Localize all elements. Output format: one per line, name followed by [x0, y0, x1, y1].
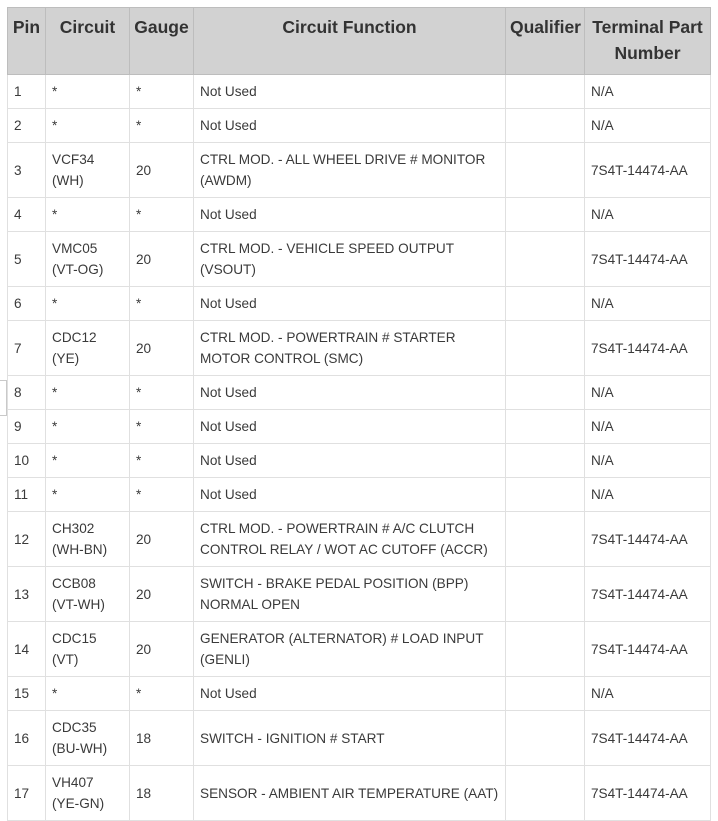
cell-circuit: *	[46, 198, 130, 232]
cell-pin: 17	[8, 766, 46, 821]
cell-gauge: *	[130, 478, 194, 512]
cell-terminal-part-number: N/A	[585, 75, 711, 109]
page-edge-tab	[0, 380, 7, 416]
cell-circuit: CCB08 (VT-WH)	[46, 567, 130, 622]
cell-circuit: *	[46, 287, 130, 321]
cell-gauge: *	[130, 75, 194, 109]
cell-gauge: 20	[130, 512, 194, 567]
cell-qualifier	[506, 321, 585, 376]
table-row	[8, 711, 711, 766]
header-circuit-function: Circuit Function	[194, 8, 506, 75]
cell-pin: 2	[8, 109, 46, 143]
cell-qualifier	[506, 766, 585, 821]
cell-circuit: CDC35 (BU-WH)	[46, 711, 130, 766]
cell-gauge: 20	[130, 321, 194, 376]
cell-gauge: *	[130, 287, 194, 321]
cell-qualifier	[506, 410, 585, 444]
table-row	[8, 677, 711, 711]
cell-gauge: 20	[130, 567, 194, 622]
cell-circuit-function: SWITCH - IGNITION # START	[194, 711, 506, 766]
cell-qualifier	[506, 198, 585, 232]
cell-circuit-function: Not Used	[194, 75, 506, 109]
cell-qualifier	[506, 232, 585, 287]
cell-gauge: 20	[130, 232, 194, 287]
table-row	[8, 376, 711, 410]
table-row	[8, 512, 711, 567]
cell-gauge: 18	[130, 766, 194, 821]
table-row	[8, 622, 711, 677]
table-row	[8, 567, 711, 622]
cell-circuit-function: SENSOR - AMBIENT AIR TEMPERATURE (AAT)	[194, 766, 506, 821]
cell-terminal-part-number: 7S4T-14474-AA	[585, 143, 711, 198]
cell-gauge: *	[130, 376, 194, 410]
cell-gauge: *	[130, 109, 194, 143]
cell-pin: 3	[8, 143, 46, 198]
cell-qualifier	[506, 622, 585, 677]
cell-circuit-function: Not Used	[194, 376, 506, 410]
cell-qualifier	[506, 109, 585, 143]
header-qualifier: Qualifier	[506, 8, 585, 75]
cell-terminal-part-number: 7S4T-14474-AA	[585, 321, 711, 376]
cell-circuit-function: SWITCH - BRAKE PEDAL POSITION (BPP) NORMAL OPEN	[194, 567, 506, 622]
cell-qualifier	[506, 287, 585, 321]
cell-pin: 4	[8, 198, 46, 232]
cell-pin: 13	[8, 567, 46, 622]
cell-terminal-part-number: N/A	[585, 287, 711, 321]
cell-pin: 6	[8, 287, 46, 321]
cell-circuit: VH407 (YE-GN)	[46, 766, 130, 821]
cell-gauge: 20	[130, 622, 194, 677]
cell-terminal-part-number: N/A	[585, 410, 711, 444]
cell-terminal-part-number: 7S4T-14474-AA	[585, 232, 711, 287]
cell-terminal-part-number: 7S4T-14474-AA	[585, 766, 711, 821]
cell-circuit: *	[46, 410, 130, 444]
cell-circuit-function: Not Used	[194, 478, 506, 512]
cell-circuit-function: GENERATOR (ALTERNATOR) # LOAD INPUT (GENLI)	[194, 622, 506, 677]
table-row	[8, 321, 711, 376]
connector-pinout-table	[7, 7, 711, 821]
cell-qualifier	[506, 376, 585, 410]
cell-qualifier	[506, 75, 585, 109]
header-terminal-part-number: Terminal Part Number	[585, 8, 711, 75]
cell-pin: 12	[8, 512, 46, 567]
cell-circuit: CDC15 (VT)	[46, 622, 130, 677]
table-row	[8, 143, 711, 198]
cell-pin: 8	[8, 376, 46, 410]
cell-qualifier	[506, 478, 585, 512]
cell-terminal-part-number: 7S4T-14474-AA	[585, 512, 711, 567]
cell-terminal-part-number: N/A	[585, 109, 711, 143]
cell-terminal-part-number: 7S4T-14474-AA	[585, 567, 711, 622]
cell-circuit-function: Not Used	[194, 444, 506, 478]
cell-pin: 14	[8, 622, 46, 677]
cell-terminal-part-number: N/A	[585, 478, 711, 512]
cell-pin: 10	[8, 444, 46, 478]
cell-circuit-function: Not Used	[194, 287, 506, 321]
cell-circuit: VCF34 (WH)	[46, 143, 130, 198]
cell-gauge: *	[130, 198, 194, 232]
cell-terminal-part-number: N/A	[585, 376, 711, 410]
cell-qualifier	[506, 711, 585, 766]
cell-circuit: *	[46, 677, 130, 711]
table-row	[8, 109, 711, 143]
table-row	[8, 410, 711, 444]
cell-circuit-function: CTRL MOD. - POWERTRAIN # A/C CLUTCH CONTROL RELAY / WOT AC CUTOFF (ACCR)	[194, 512, 506, 567]
cell-gauge: 18	[130, 711, 194, 766]
cell-circuit: CH302 (WH-BN)	[46, 512, 130, 567]
cell-circuit: VMC05 (VT-OG)	[46, 232, 130, 287]
cell-terminal-part-number: N/A	[585, 677, 711, 711]
cell-pin: 11	[8, 478, 46, 512]
cell-qualifier	[506, 143, 585, 198]
table-row	[8, 478, 711, 512]
cell-circuit-function: Not Used	[194, 109, 506, 143]
cell-pin: 16	[8, 711, 46, 766]
cell-terminal-part-number: 7S4T-14474-AA	[585, 622, 711, 677]
cell-circuit: *	[46, 75, 130, 109]
cell-gauge: *	[130, 677, 194, 711]
cell-circuit-function: CTRL MOD. - VEHICLE SPEED OUTPUT (VSOUT)	[194, 232, 506, 287]
cell-terminal-part-number: N/A	[585, 198, 711, 232]
cell-circuit-function: CTRL MOD. - POWERTRAIN # STARTER MOTOR CONTROL (SMC)	[194, 321, 506, 376]
cell-gauge: 20	[130, 143, 194, 198]
cell-circuit: *	[46, 376, 130, 410]
table-row	[8, 75, 711, 109]
cell-qualifier	[506, 567, 585, 622]
cell-qualifier	[506, 512, 585, 567]
cell-pin: 15	[8, 677, 46, 711]
cell-circuit-function: CTRL MOD. - ALL WHEEL DRIVE # MONITOR (AWDM)	[194, 143, 506, 198]
cell-circuit: *	[46, 444, 130, 478]
cell-gauge: *	[130, 410, 194, 444]
cell-terminal-part-number: N/A	[585, 444, 711, 478]
table-row	[8, 232, 711, 287]
cell-terminal-part-number: 7S4T-14474-AA	[585, 711, 711, 766]
cell-circuit: CDC12 (YE)	[46, 321, 130, 376]
cell-circuit: *	[46, 109, 130, 143]
cell-pin: 5	[8, 232, 46, 287]
cell-pin: 1	[8, 75, 46, 109]
header-circuit: Circuit	[46, 8, 130, 75]
cell-circuit: *	[46, 478, 130, 512]
table-header-row	[8, 8, 711, 75]
cell-pin: 9	[8, 410, 46, 444]
cell-qualifier	[506, 444, 585, 478]
header-pin: Pin	[8, 8, 46, 75]
table-row	[8, 766, 711, 821]
table-row	[8, 287, 711, 321]
cell-circuit-function: Not Used	[194, 198, 506, 232]
cell-circuit-function: Not Used	[194, 677, 506, 711]
cell-pin: 7	[8, 321, 46, 376]
table-row	[8, 444, 711, 478]
cell-gauge: *	[130, 444, 194, 478]
cell-qualifier	[506, 677, 585, 711]
cell-circuit-function: Not Used	[194, 410, 506, 444]
table-row	[8, 198, 711, 232]
header-gauge: Gauge	[130, 8, 194, 75]
